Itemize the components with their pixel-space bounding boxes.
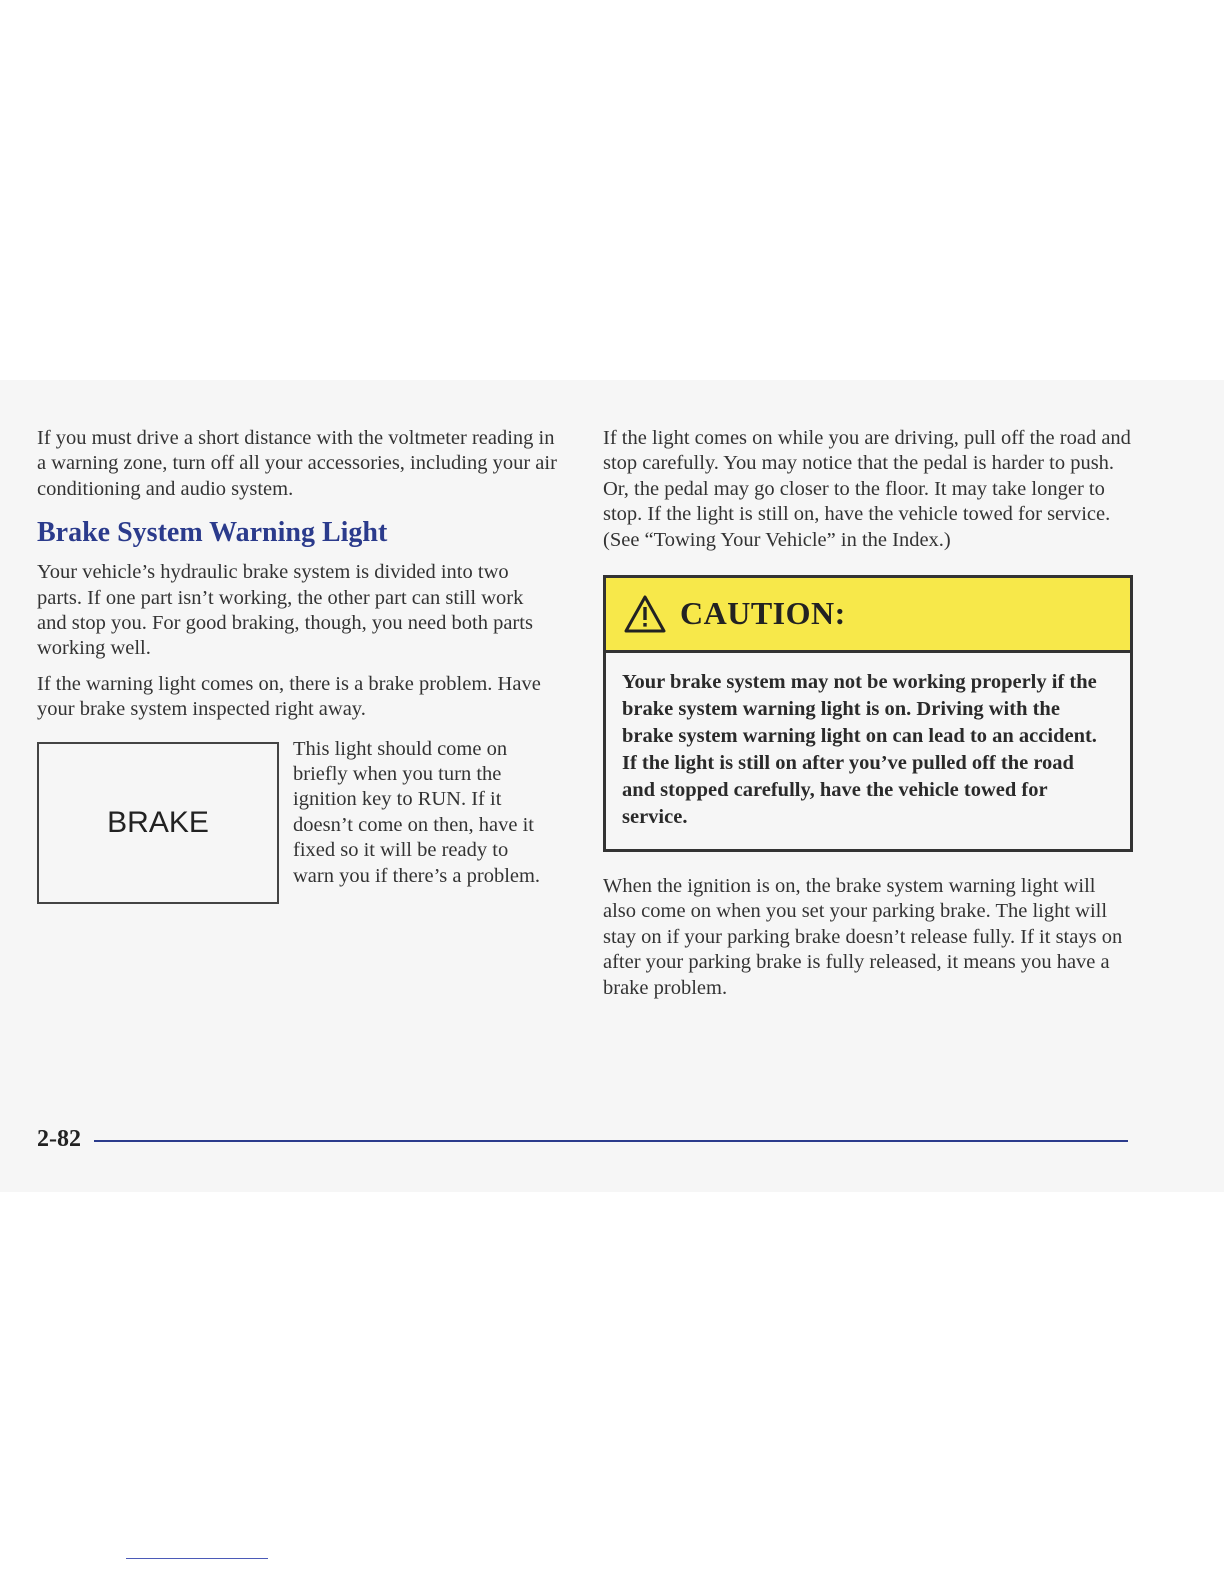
- caution-header: [606, 578, 1130, 653]
- brake-indicator-image: [37, 742, 279, 904]
- caution-box: [603, 575, 1133, 852]
- intro-paragraph: If you must drive a short distance with the voltmeter reading in a warning zone, turn off all your accessories, including your air conditioning and audio system.: [37, 427, 557, 500]
- footer-rule: [94, 1140, 1128, 1142]
- section-heading: Brake System Warning Light: [37, 517, 388, 549]
- brake-indicator-label: BRAKE: [107, 805, 209, 839]
- caution-body: Your brake system may not be working properly if the brake system warning light is on. Driving with the brake system warning light on can lead to an accident. If the light is still on after you’ve pulled off the road and stopped carefully, have the vehicle towed for service.: [622, 671, 1097, 829]
- right-column: [603, 426, 1133, 1011]
- left-column: [37, 426, 557, 907]
- ignition-paragraph: When the ignition is on, the brake system warning light will also come on when you set your parking brake. The light will stay on if your parking brake doesn’t release fully. If it stays on after your parking brake is fully released, it means you have a brake problem.: [603, 875, 1123, 999]
- indicator-description: This light should come on briefly when you turn the ignition key to RUN. If it doesn’t come on then, have it fixed so it will be ready to warn you if there’s a problem.: [293, 737, 541, 887]
- warning-triangle-icon: [624, 595, 666, 633]
- bottom-divider: [126, 1558, 268, 1559]
- page-number: 2-82: [37, 1126, 81, 1152]
- indicator-row: [37, 737, 557, 907]
- caution-title: CAUTION:: [680, 595, 846, 632]
- warning-light-paragraph: If the warning light comes on, there is a brake problem. Have your brake system inspected right away.: [37, 672, 541, 721]
- brake-system-paragraph: Your vehicle’s hydraulic brake system is divided into two parts. If one part isn’t working, the other part can still work and stop you. For good braking, though, you need both parts working well.: [37, 561, 533, 660]
- driving-paragraph: If the light comes on while you are driving, pull off the road and stop carefully. You may notice that the pedal is harder to push. Or, the pedal may go closer to the floor. It may take longer to stop. If the light is still on, have the vehicle towed for service. (See “Towing Your Vehicle” in the Index.): [603, 427, 1131, 551]
